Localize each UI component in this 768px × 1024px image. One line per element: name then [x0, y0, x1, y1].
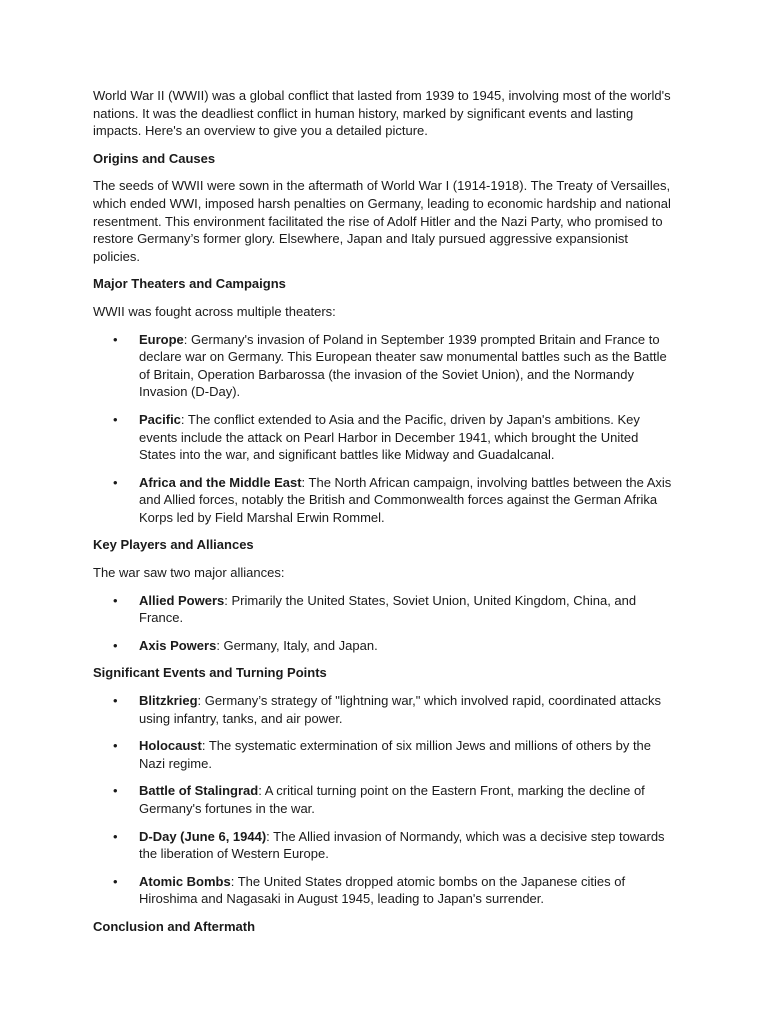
bullet-icon: •: [113, 783, 118, 799]
bullet-icon: •: [113, 828, 118, 844]
origins-heading: Origins and Causes: [93, 150, 216, 166]
list-item: [93, 737, 678, 772]
theaters-intro: WWII was fought across multiple theaters:: [93, 303, 336, 319]
list-item-term: Europe: [139, 331, 184, 347]
list-item-term: Africa and the Middle East: [139, 474, 302, 490]
theaters-list: [93, 331, 678, 527]
events-list: [93, 692, 678, 908]
list-item-text: : The North African campaign, involving battles between the Axis and Allied forces, notably the British and Commonwealth forces against the German Afrika Korps led by Field Marshal Erwin Rommel.: [139, 474, 672, 525]
bullet-icon: •: [113, 637, 118, 653]
list-item: [93, 592, 678, 627]
list-item-term: Holocaust: [139, 738, 202, 754]
list-item-text: : Germany, Italy, and Japan.: [216, 637, 378, 653]
events-heading: Significant Events and Turning Points: [93, 665, 327, 681]
bullet-icon: •: [113, 693, 118, 709]
bullet-icon: •: [113, 331, 118, 347]
bullet-icon: •: [113, 873, 118, 889]
list-item-text: : The systematic extermination of six million Jews and millions of others by the Nazi regime.: [139, 738, 652, 771]
theaters-heading: Major Theaters and Campaigns: [93, 276, 286, 292]
list-item-term: Blitzkrieg: [139, 693, 198, 709]
list-item-text: : The United States dropped atomic bombs on the Japanese cities of Hiroshima and Nagasaki in August 1945, leading to Japan's surrender.: [139, 873, 626, 907]
list-item: [93, 474, 678, 527]
list-item-text: : Germany’s strategy of "lightning war," which involved rapid, coordinated attacks using infantry, tanks, and air power.: [139, 693, 662, 726]
intro-paragraph: World War II (WWII) was a global conflict that lasted from 1939 to 1945, involving most of the world's nations. It was the deadliest conflict in human history, marked by significant events and lasting impacts. Here's an overview to give you a detailed picture.: [93, 88, 671, 139]
list-item-text: : Germany's invasion of Poland in September 1939 prompted Britain and France to declare war on Germany. This European theater saw monumental battles such as the Battle of Britain, Operation Barbarossa (the invasion of the Soviet Union), and the Normandy Invasion (D-Day).: [139, 331, 667, 400]
origins-paragraph: The seeds of WWII were sown in the aftermath of World War I (1914-1918). The Treaty of Versailles, which ended WWI, imposed harsh penalties on Germany, leading to economic hardship and national resentment. This environment facilitated the rise of Adolf Hitler and the Nazi Party, who promised to restore Germany’s former glory. Elsewhere, Japan and Italy pursued aggressive expansionist policies.: [93, 178, 671, 264]
list-item: [93, 828, 678, 863]
list-item-term: Allied Powers: [139, 592, 225, 608]
list-item-term: Atomic Bombs: [139, 873, 231, 889]
list-item-text: : The Allied invasion of Normandy, which was a decisive step towards the liberation of Western Europe.: [139, 828, 665, 862]
list-item-term: Battle of Stalingrad: [139, 783, 259, 799]
list-item: [93, 637, 678, 655]
bullet-icon: •: [113, 474, 118, 490]
list-item: [93, 692, 678, 727]
bullet-icon: •: [113, 411, 118, 427]
list-item-term: Pacific: [139, 411, 181, 427]
list-item-term: Axis Powers: [139, 637, 217, 653]
list-item: [93, 411, 678, 464]
bullet-icon: •: [113, 592, 118, 608]
list-item: [93, 331, 678, 401]
list-item-text: : The conflict extended to Asia and the Pacific, driven by Japan's ambitions. Key events include the attack on Pearl Harbor in December 1941, which brought the United States into the war, and significant battles like Midway and Guadalcanal.: [139, 411, 640, 463]
bullet-icon: •: [113, 738, 118, 754]
conclusion-heading: Conclusion and Aftermath: [93, 918, 256, 934]
players-heading: Key Players and Alliances: [93, 537, 254, 553]
list-item: [93, 873, 678, 908]
list-item-text: : A critical turning point on the Eastern Front, marking the decline of Germany's fortunes in the war.: [139, 783, 645, 816]
list-item-text: : Primarily the United States, Soviet Union, United Kingdom, China, and France.: [139, 592, 637, 626]
list-item: [93, 782, 678, 817]
players-list: [93, 592, 678, 655]
list-item-term: D-Day (June 6, 1944): [139, 828, 267, 844]
players-intro: The war saw two major alliances:: [93, 565, 285, 581]
